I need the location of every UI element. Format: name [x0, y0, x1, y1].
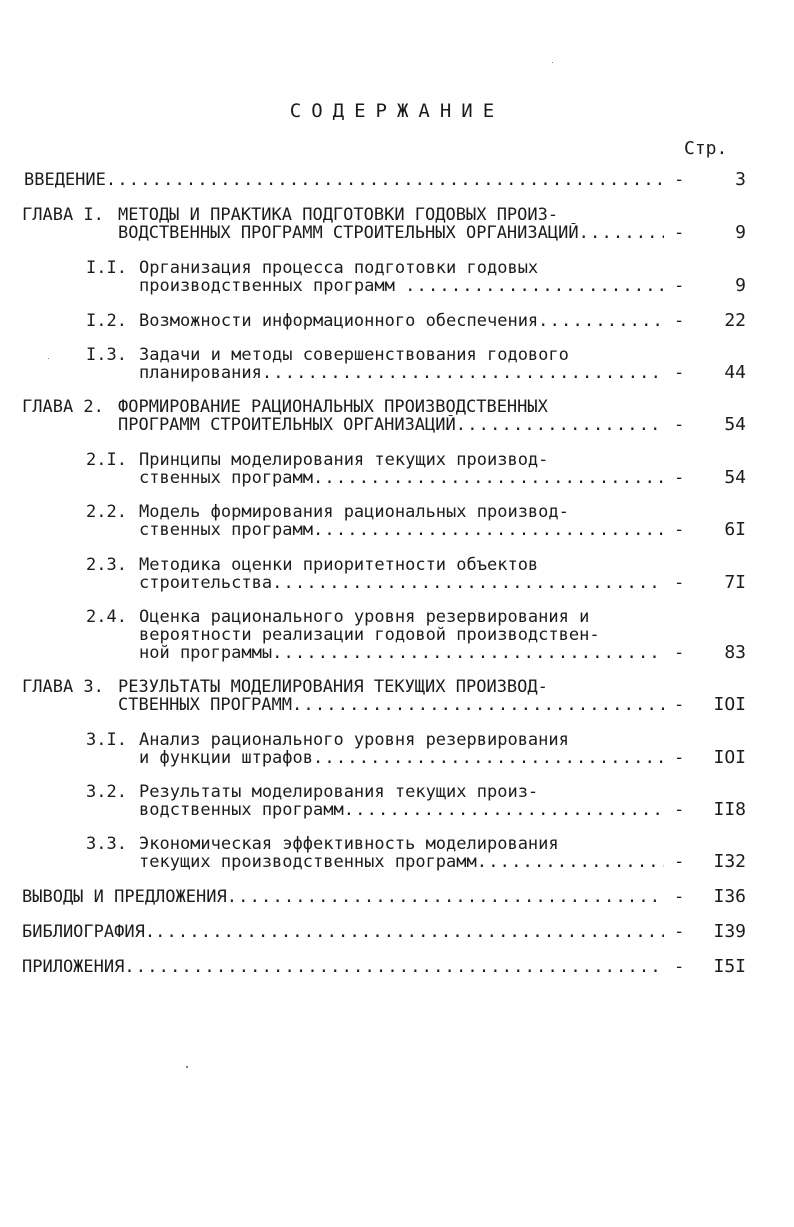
toc-entry-title-text: производственных программ	[139, 276, 406, 296]
toc-entry-page-number: I5I	[713, 956, 746, 977]
toc-entry-page-number: II8	[713, 799, 746, 820]
dot-leader	[579, 223, 664, 243]
toc-entry-title-text: Результаты моделирования текущих произ-	[139, 782, 539, 802]
toc-entry-title-text: Принципы моделирования текущих производ-	[139, 450, 549, 470]
toc-entry-title-text: ПРИЛОЖЕНИЯ	[22, 957, 125, 977]
toc-entry-title-text: СТВЕННЫХ ПРОГРАММ	[118, 695, 292, 715]
toc-entry-title-line	[139, 276, 664, 296]
toc-entry-title-text: ственных программ	[139, 520, 313, 540]
toc-entry-title-text: Модель формирования рациональных производ-	[139, 502, 569, 522]
toc-entry-number: 3.2.	[86, 782, 127, 802]
dot-leader	[124, 957, 664, 977]
dot-leader	[456, 415, 664, 435]
toc-entry-title-text: ВЫВОДЫ И ПРЕДЛОЖЕНИЯ	[22, 887, 227, 907]
toc-entry-title-line	[139, 363, 664, 383]
toc-entry-dash: -	[674, 573, 685, 593]
dot-leader	[227, 887, 664, 907]
toc-entry-title-text: строительства	[139, 573, 273, 593]
toc-entry-title-line	[139, 643, 664, 663]
dot-leader	[262, 363, 664, 383]
toc-entry-title-text: и функции штрафов	[139, 748, 313, 768]
dot-leader	[272, 643, 664, 663]
toc-entry-title-text: Оценка рационального уровня резервирования и	[139, 607, 590, 627]
toc-entry-dash: -	[674, 695, 685, 715]
dot-leader	[313, 468, 664, 488]
toc-entry-title-text: ственных программ	[139, 468, 313, 488]
toc-entry-dash: -	[674, 468, 685, 488]
toc-entry-page-number: IOI	[713, 694, 746, 715]
toc-entry-number: ГЛАВА I.	[22, 205, 104, 225]
toc-entry-title-text: ной программы	[139, 643, 273, 663]
toc-entry-dash: -	[674, 363, 685, 383]
toc-entry-number: ГЛАВА 2.	[22, 397, 104, 417]
toc-entry-number: I.2.	[86, 311, 127, 331]
toc-entry-dash: -	[674, 276, 685, 296]
toc-entry-number: 3.I.	[86, 730, 127, 750]
toc-entry-title-line	[118, 695, 664, 715]
toc-entry-number: ГЛАВА 3.	[22, 677, 104, 697]
dot-leader	[344, 800, 664, 820]
scan-speck	[552, 62, 553, 63]
toc-entry-page-number: 44	[724, 362, 746, 383]
scan-speck	[48, 358, 49, 359]
toc-entry-number: 2.4.	[86, 607, 127, 627]
toc-entry-dash: -	[674, 223, 685, 243]
toc-entry-title-line	[118, 415, 664, 435]
toc-entry-dash: -	[674, 922, 685, 942]
toc-entry-title-line	[139, 800, 664, 820]
toc-entry-title-text: водственных программ	[139, 800, 344, 820]
dot-leader	[538, 311, 664, 331]
toc-entry-title-text: Организация процесса подготовки годовых	[139, 258, 539, 278]
toc-entry-page-number: 7I	[724, 572, 746, 593]
toc-entry-page-number: 54	[724, 467, 746, 488]
toc-entry-number: 2.I.	[86, 450, 127, 470]
toc-entry-title-text: БИБЛИОГРАФИЯ.	[22, 922, 156, 942]
toc-entry-title-line	[139, 520, 664, 540]
toc-entry-title-text: Задачи и методы совершенствования годового	[139, 345, 569, 365]
toc-entry-dash: -	[674, 887, 685, 907]
toc-entry-dash: -	[674, 852, 685, 872]
toc-entry-title-text: ВОДСТВЕННЫХ ПРОГРАММ СТРОИТЕЛЬНЫХ ОРГАНИЗАЦИЙ	[118, 223, 579, 243]
toc-entry-title-line	[139, 748, 664, 768]
toc-entry-page-number: 9	[735, 222, 746, 243]
toc-entry-page-number: I39	[713, 921, 746, 942]
toc-entry-title-line	[139, 852, 664, 872]
toc-entry-title-line	[118, 223, 664, 243]
toc-entry-title-text: планирования	[139, 363, 262, 383]
toc-entry-number: 3.3.	[86, 834, 127, 854]
page-title: СОДЕРЖАНИЕ	[289, 100, 505, 122]
toc-entry-page-number: 83	[724, 642, 746, 663]
toc-entry-title-line	[24, 170, 664, 190]
toc-entry-page-number: 6I	[724, 519, 746, 540]
toc-entry-page-number: I32	[713, 851, 746, 872]
toc-entry-title-text: текущих производственных программ	[139, 852, 477, 872]
dot-leader	[272, 573, 664, 593]
toc-entry-page-number: 9	[735, 275, 746, 296]
toc-entry-title-text: ВВЕДЕНИЕ	[24, 170, 106, 190]
toc-entry-title-line	[22, 957, 664, 977]
toc-entry-title-text: Экономическая эффективность моделирования	[139, 834, 559, 854]
toc-entry-dash: -	[674, 957, 685, 977]
scan-speck	[186, 1066, 188, 1068]
dot-leader	[292, 695, 664, 715]
toc-entry-title-line	[22, 887, 664, 907]
toc-entry-page-number: 3	[735, 169, 746, 190]
toc-entry-dash: -	[674, 800, 685, 820]
toc-entry-title-line	[139, 573, 664, 593]
toc-entry-dash: -	[674, 748, 685, 768]
toc-entry-dash: -	[674, 643, 685, 663]
toc-entry-page-number: IOI	[713, 747, 746, 768]
dot-leader	[405, 276, 664, 296]
toc-entry-number: 2.2.	[86, 502, 127, 522]
toc-entry-number: I.3.	[86, 345, 127, 365]
toc-entry-title-text: ФОРМИРОВАНИЕ РАЦИОНАЛЬНЫХ ПРОИЗВОДСТВЕННЫХ	[118, 397, 548, 417]
toc-entry-title-text: Возможности информационного обеспечения	[139, 311, 539, 331]
dot-leader	[155, 922, 664, 942]
toc-entry-title-text: Методика оценки приоритетности объектов	[139, 555, 539, 575]
toc-entry-dash: -	[674, 311, 685, 331]
dot-leader	[477, 852, 664, 872]
toc-entry-number: I.I.	[86, 258, 127, 278]
toc-entry-title-line	[22, 922, 664, 942]
toc-entry-title-line	[139, 468, 664, 488]
toc-entry-dash: -	[674, 170, 685, 190]
toc-entry-page-number: I36	[713, 886, 746, 907]
toc-entry-title-line	[139, 311, 664, 331]
dot-leader	[313, 748, 664, 768]
dot-leader	[313, 520, 664, 540]
toc-entry-title-text: Анализ рационального уровня резервирования	[139, 730, 569, 750]
toc-entry-number: 2.3.	[86, 555, 127, 575]
toc-entry-page-number: 54	[724, 414, 746, 435]
toc-entry-dash: -	[674, 415, 685, 435]
toc-entry-page-number: 22	[724, 310, 746, 331]
toc-entry-title-text: МЕТОДЫ И ПРАКТИКА ПОДГОТОВКИ ГОДОВЫХ ПРОИЗ-	[118, 205, 559, 225]
toc-entry-dash: -	[674, 520, 685, 540]
page-column-header: Стр.	[684, 138, 728, 159]
dot-leader	[106, 170, 664, 190]
toc-entry-title-text: вероятности реализации годовой производствен-	[139, 625, 600, 645]
toc-entry-title-text: ПРОГРАММ СТРОИТЕЛЬНЫХ ОРГАНИЗАЦИЙ	[118, 415, 456, 435]
toc-entry-title-text: РЕЗУЛЬТАТЫ МОДЕЛИРОВАНИЯ ТЕКУЩИХ ПРОИЗВОД-	[118, 677, 548, 697]
